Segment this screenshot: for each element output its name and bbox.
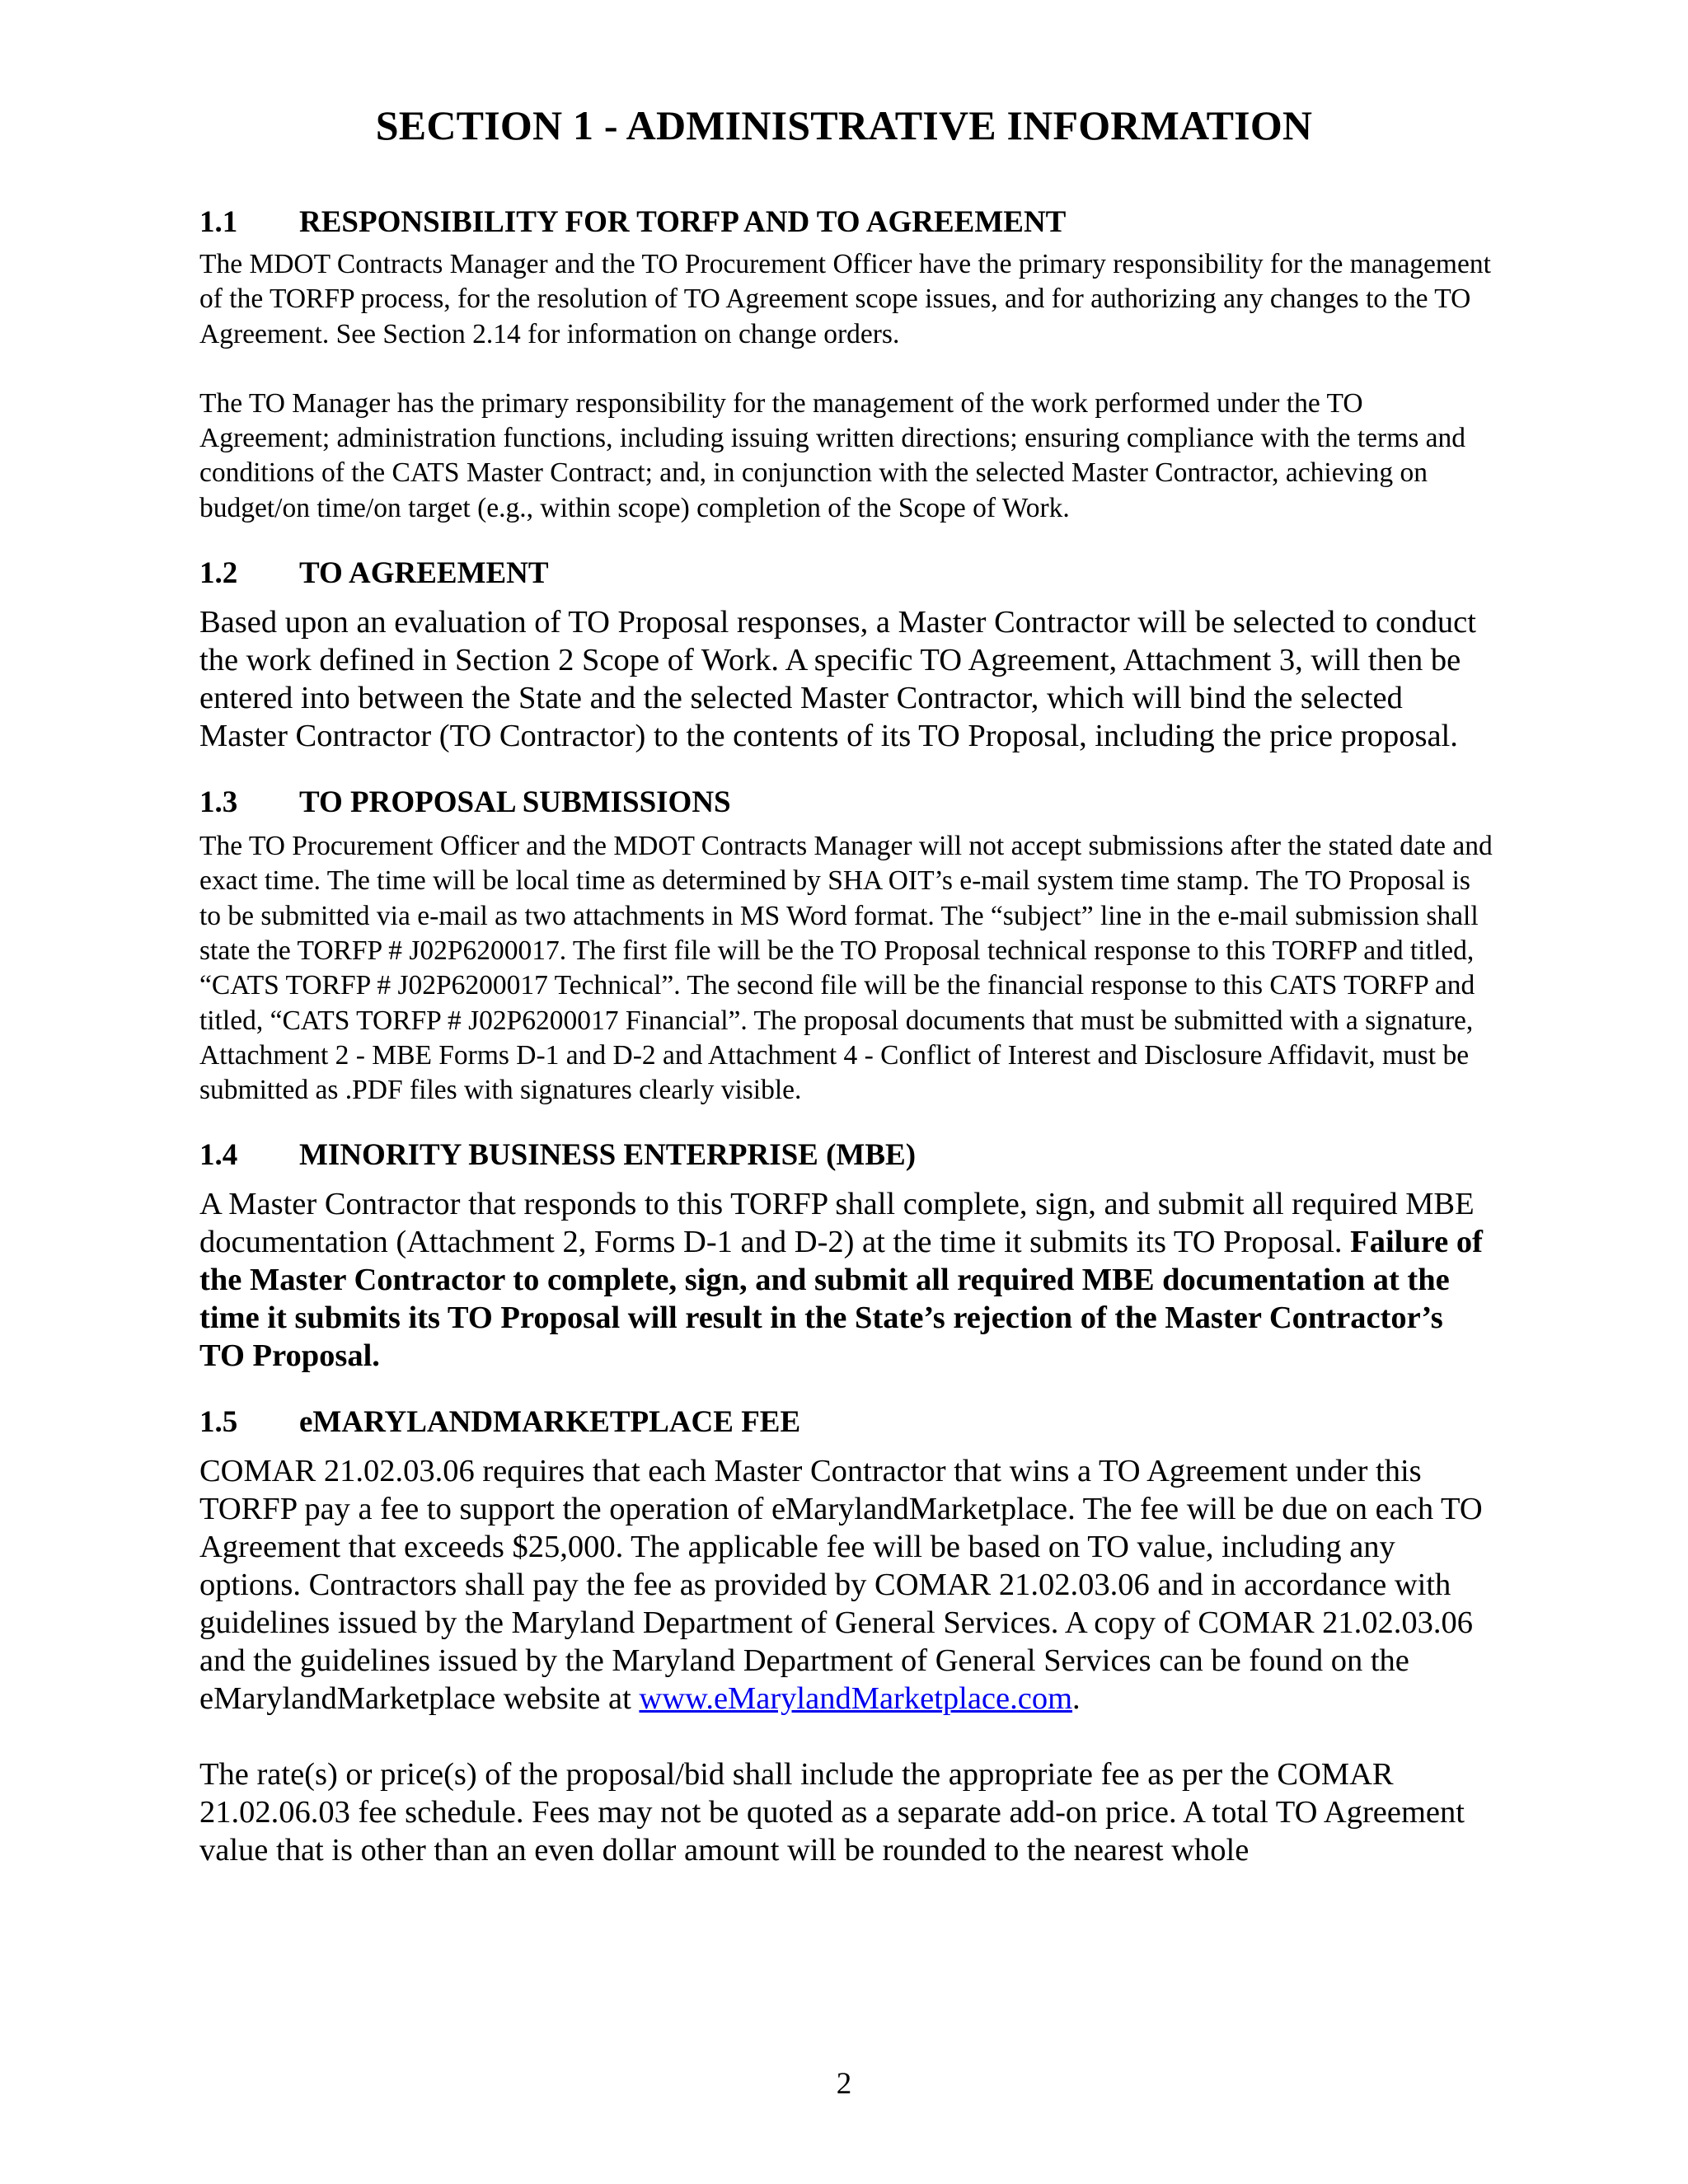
fee-requirement-text: COMAR 21.02.03.06 requires that each Master Contractor that wins a TO Agreement under this TORFP pay a fee to support the operation of eMarylandMarketplace. The fee will be due on each TO Agreement that exceeds $25,000. The applicable fee will be based on TO value, including any options. Contractors shall pay the fee as provided by COMAR 21.02.03.06 and in accordance with guidelines issued by the Maryland Department of General Services. A copy of COMAR 21.02.03.06 and the guidelines issued by the Maryland Department of General Services can be found on the eMarylandMarketplace website at: [199, 1454, 1483, 1717]
section-1-1-paragraph-1: The MDOT Contracts Manager and the TO Procurement Officer have the primary responsibility for the management of the TORFP process, for the resolution of TO Agreement scope issues, and for authorizing any changes to the TO Agreement. See Section 2.14 for information on change orders.: [199, 249, 1491, 349]
section-heading-1-5: [199, 1403, 1493, 1442]
section-number: 1.1: [199, 205, 238, 239]
section-1-1-paragraph-2: The TO Manager has the primary responsibility for the management of the work performed under the TO Agreement; administration functions, including issuing written directions; ensuring compliance with the terms and conditions of the CATS Master Contract; and, in conjunction with the selected Master Contractor, achieving on budget/on time/on target (e.g., within scope) completion of the Scope of Work.: [199, 387, 1466, 523]
section-1-3-paragraph-1: The TO Procurement Officer and the MDOT Contracts Manager will not accept submissions after the stated date and exact time. The time will be local time as determined by SHA OIT’s e-mail system time stamp. The TO Proposal is to be submitted via e-mail as two attachments in MS Word format. The “subject” line in the e-mail submission shall state the TORFP # J02P6200017. The first file will be the TO Proposal technical response to this TORFP and titled, “CATS TORFP # J02P6200017 Technical”. The second file will be the financial response to this CATS TORFP and titled, “CATS TORFP # J02P6200017 Financial”. The proposal documents that must be submitted with a signature, Attachment 2 - MBE Forms D-1 and D-2 and Attachment 4 - Conflict of Interest and Disclosure Affidavit, must be submitted as .PDF files with signatures clearly visible.: [199, 831, 1493, 1106]
page-title: SECTION 1 - ADMINISTRATIVE INFORMATION: [375, 102, 1313, 148]
section-number: 1.5: [199, 1405, 238, 1440]
section-number: 1.3: [199, 785, 238, 820]
section-title: RESPONSIBILITY FOR TORFP AND TO AGREEMENT: [299, 205, 1067, 239]
section-title: eMARYLANDMARKETPLACE FEE: [299, 1405, 801, 1440]
page-number: 2: [836, 2067, 852, 2101]
section-1-4-paragraph-1: [199, 1185, 1493, 1375]
section-1-2-paragraph-1: Based upon an evaluation of TO Proposal responses, a Master Contractor will be selected to conduct the work defined in Section 2 Scope of Work. A specific TO Agreement, Attachment 3, will then be entered into between the State and the selected Master Contractor, which will bind the selected Master Contractor (TO Contractor) to the contents of its TO Proposal, including the price proposal.: [199, 605, 1476, 754]
sentence-end: .: [1072, 1681, 1081, 1717]
section-heading-1-3: [199, 783, 1493, 823]
section-heading-1-2: [199, 554, 1493, 593]
section-title: TO PROPOSAL SUBMISSIONS: [299, 785, 731, 820]
section-heading-1-4: [199, 1136, 1493, 1175]
mbe-requirement-text: A Master Contractor that responds to this TORFP shall complete, sign, and submit all required MBE documentation (Attachment 2, Forms D-1 and D-2) at the time it submits its TO Proposal.: [199, 1187, 1475, 1260]
emaryland-marketplace-link[interactable]: www.eMarylandMarketplace.com: [639, 1681, 1073, 1717]
section-title: MINORITY BUSINESS ENTERPRISE (MBE): [299, 1138, 917, 1173]
section-heading-1-1: [199, 203, 1493, 242]
section-number: 1.2: [199, 556, 238, 591]
section-number: 1.4: [199, 1138, 238, 1173]
section-1-5-paragraph-1: [199, 1452, 1493, 1718]
section-1-5-paragraph-2: The rate(s) or price(s) of the proposal/bid shall include the appropriate fee as per the COMAR 21.02.06.03 fee schedule. Fees may not be quoted as a separate add-on price. A total TO Agreement value that is other than an even dollar amount will be rounded to the nearest whole: [199, 1757, 1465, 1868]
mbe-rejection-warning: Failure of the Master Contractor to complete, sign, and submit all required MBE documentation at the time it submits its TO Proposal will result in the State’s rejection of the Master Contractor’s TO Proposal.: [199, 1225, 1483, 1374]
document-body: [199, 91, 1493, 1869]
section-title: TO AGREEMENT: [299, 556, 549, 591]
